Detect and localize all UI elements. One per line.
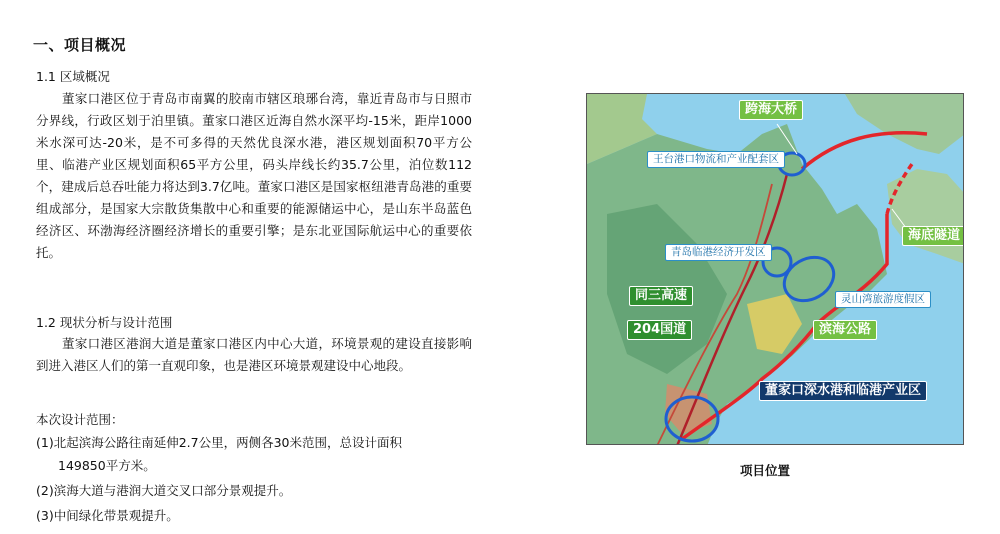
map-label-wangtai: 王台港口物流和产业配套区	[647, 151, 785, 168]
region-paragraph: 董家口港区位于青岛市南翼的胶南市辖区琅琊台湾，靠近青岛市与日照市分界线，行政区划于泊里镇。董家口港区近海自然水深平均-15米，距岸1000米水深可达-20米，是不可多得的天然优良深水港，港区规划面积70平方公里、临港产业区规划面积65平方公里，码头岸线长约35.7公里，泊位数112个，建成后总吞吐能力将达到3.7亿吨。董家口港区是国家枢纽港青岛港的重要组成部分，是国家大宗散货集散中心和重要的能源储运中心，是山东半岛蓝色经济区、环渤海经济圈经济增长的重要引擎；是东北亚国际航运中心的重要依托。	[36, 91, 472, 260]
map-label-dongjiakou: 董家口深水港和临港产业区	[759, 381, 927, 401]
land-northeast	[845, 94, 964, 154]
scope-title: 本次设计范围：	[36, 412, 124, 427]
analysis-paragraph: 董家口港区港润大道是董家口港区内中心大道，环境景观的建设直接影响到进入港区人们的第一直观印象，也是港区环境景观建设中心地段。	[36, 336, 472, 373]
subsection-title-analysis: 1.2 现状分析与设计范围	[36, 315, 173, 330]
map-label-lingshan: 灵山湾旅游度假区	[835, 291, 931, 308]
scope-item-1: (1)北起滨海公路往南延伸2.7公里，两侧各30米范围，总设计面积	[36, 435, 402, 450]
project-location-map	[586, 93, 964, 445]
map-label-tunnel: 海底隧道	[902, 226, 964, 246]
map-label-coastal: 滨海公路	[813, 320, 877, 340]
scope-item-3: (3)中间绿化带景观提升。	[36, 508, 179, 523]
scope-item-1-cont: 149850平方米。	[58, 458, 156, 473]
scope-item-2: (2)滨海大道与港润大道交叉口部分景观提升。	[36, 483, 292, 498]
map-caption: 项目位置	[740, 463, 791, 478]
subsection-title-region: 1.1 区域概况	[36, 69, 110, 84]
map-label-tongsan: 同三高速	[629, 286, 693, 306]
section-title: 一、项目概况	[33, 36, 127, 54]
map-label-g204: 204国道	[627, 320, 692, 340]
map-label-bridge: 跨海大桥	[739, 100, 803, 120]
map-label-qingdao: 青岛临港经济开发区	[665, 244, 772, 261]
